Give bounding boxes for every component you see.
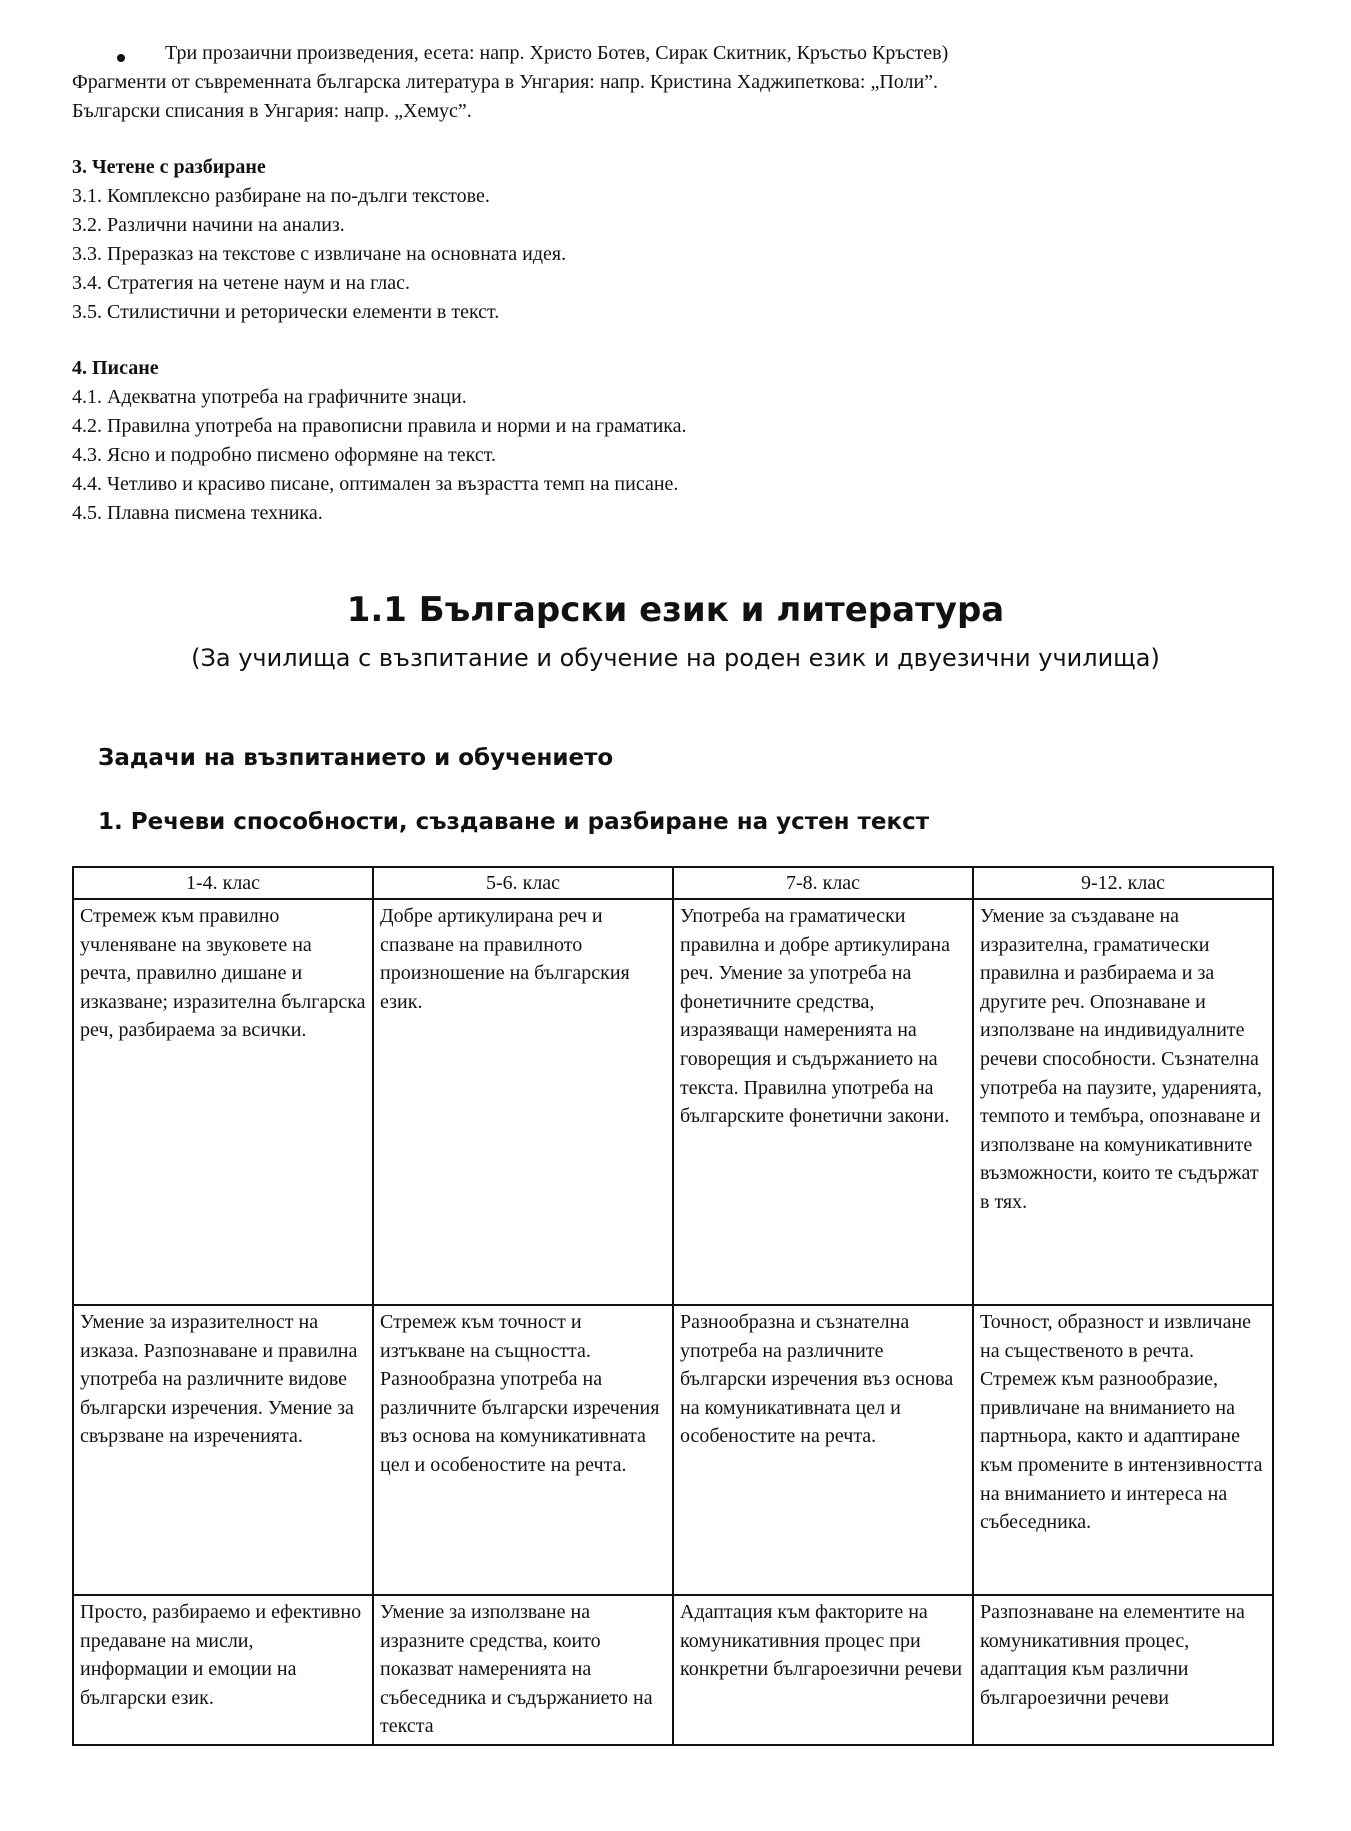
table-cell [73, 1305, 373, 1595]
page-title: 1.1 Български език и литература [346, 590, 1005, 630]
section-3-heading: 3. Четене с разбиране [72, 156, 266, 178]
section-3-item: 3.3. Преразказ на текстове с извличане на основната идея. [72, 243, 567, 265]
table-cell [673, 1305, 973, 1595]
section-3-item: 3.2. Различни начини на анализ. [72, 214, 345, 236]
section-4-item: 4.4. Четливо и красиво писане, оптимален за възрастта темп на писане. [72, 473, 679, 495]
table-header-cell: 1-4. клас [73, 867, 373, 899]
cell-text: Разпознаване на елементите на комуникативния процес, адаптация към различни българоезични речеви [980, 1601, 1245, 1709]
table-row [73, 1305, 1273, 1595]
cell-text: Употреба на граматически правилна и добре артикулирана реч. Умение за употреба на фонетичните средства, изразяващи намеренията на говорещия и съдържанието на текста. Правилна употреба на българските фонетични закони. [680, 905, 950, 1128]
table-cell [973, 899, 1273, 1305]
cell-text: Умение за изразителност на изказа. Разпознаване и правилна употреба на различните видове български изречения. Умение за свързване на изреченията. [80, 1311, 358, 1448]
table-cell [73, 1595, 373, 1745]
table-cell [673, 1595, 973, 1745]
table-header-row [73, 867, 1273, 899]
table-header-cell: 5-6. клас [373, 867, 673, 899]
cell-text: Стремеж към точност и изтъкване на същността. Разнообразна употреба на различните български изречения въз основа на комуникативната цел и особеностите на речта. [380, 1311, 660, 1476]
cell-text: Умение за създаване на изразителна, граматически правилна и разбираема и за другите реч. Опознаване и използване на индивидуалните речеви способности. Съзнателна употреба на паузите, ударенията, темпото и тембъра, опознаване и използване на комуникативните възможности, които те съдържат в тях. [980, 905, 1262, 1213]
subsection-heading: 1. Речеви способности, създаване и разбиране на устен текст [98, 809, 930, 835]
page-subtitle: (За училища с възпитание и обучение на роден език и двуезични училища) [191, 644, 1160, 672]
text-line: Фрагменти от съвременната българска литература в Унгария: напр. Кристина Хаджипеткова: „Поли”. [72, 71, 939, 93]
section-4-item: 4.1. Адекватна употреба на графичните знаци. [72, 386, 467, 408]
section-4-item: 4.3. Ясно и подробно писмено оформяне на текст. [72, 444, 496, 466]
table-header-cell: 7-8. клас [673, 867, 973, 899]
table-cell [373, 1305, 673, 1595]
section-3-item: 3.1. Комплексно разбиране на по-дълги текстове. [72, 185, 490, 207]
cell-text: Просто, разбираемо и ефективно предаване на мисли, информации и емоции на български език. [80, 1601, 362, 1709]
table-header-cell: 9-12. клас [973, 867, 1273, 899]
cell-text: Разнообразна и съзнателна употреба на различните български изречения въз основа на комуникативната цел и особеностите на речта. [680, 1311, 954, 1448]
table-cell [373, 899, 673, 1305]
section-3-item: 3.5. Стилистични и реторически елементи в текст. [72, 301, 500, 323]
table-cell [673, 899, 973, 1305]
bullet-icon [117, 54, 125, 62]
section-3-item: 3.4. Стратегия на четене наум и на глас. [72, 272, 411, 294]
cell-text: Точност, образност и извличане на същественото в речта. Стремеж към разнообразие, привличане на вниманието на партньора, както и адаптиране към промените в интензивността на вниманието и интереса на събеседника. [980, 1311, 1263, 1534]
cell-text: Адаптация към факторите на комуникативния процес при конкретни българоезични речеви [680, 1601, 963, 1681]
section-4-item: 4.2. Правилна употреба на правописни правила и норми и на граматика. [72, 415, 687, 437]
section-4-item: 4.5. Плавна писмена техника. [72, 502, 323, 524]
tasks-heading: Задачи на възпитанието и обучението [98, 745, 614, 771]
grades-table [72, 866, 1274, 1746]
table-cell [73, 899, 373, 1305]
table-cell [973, 1305, 1273, 1595]
section-4-heading: 4. Писане [72, 357, 159, 379]
table-row [73, 899, 1273, 1305]
cell-text: Добре артикулирана реч и спазване на правилното произношение на българския език. [380, 905, 630, 1013]
table-cell [973, 1595, 1273, 1745]
text-line: Български списания в Унгария: напр. „Хемус”. [72, 100, 472, 122]
cell-text: Умение за използване на изразните средства, които показват намеренията на събеседника и съдържанието на текста [380, 1601, 653, 1738]
table-row [73, 1595, 1273, 1745]
bullet-item: Три прозаични произведения, есета: напр. Христо Ботев, Сирак Скитник, Кръстьо Кръстев) [165, 42, 949, 64]
table-cell [373, 1595, 673, 1745]
cell-text: Стремеж към правилно учленяване на звуковете на речта, правилно дишане и изказване; изразителна българска реч, разбираема за всички. [80, 905, 366, 1042]
